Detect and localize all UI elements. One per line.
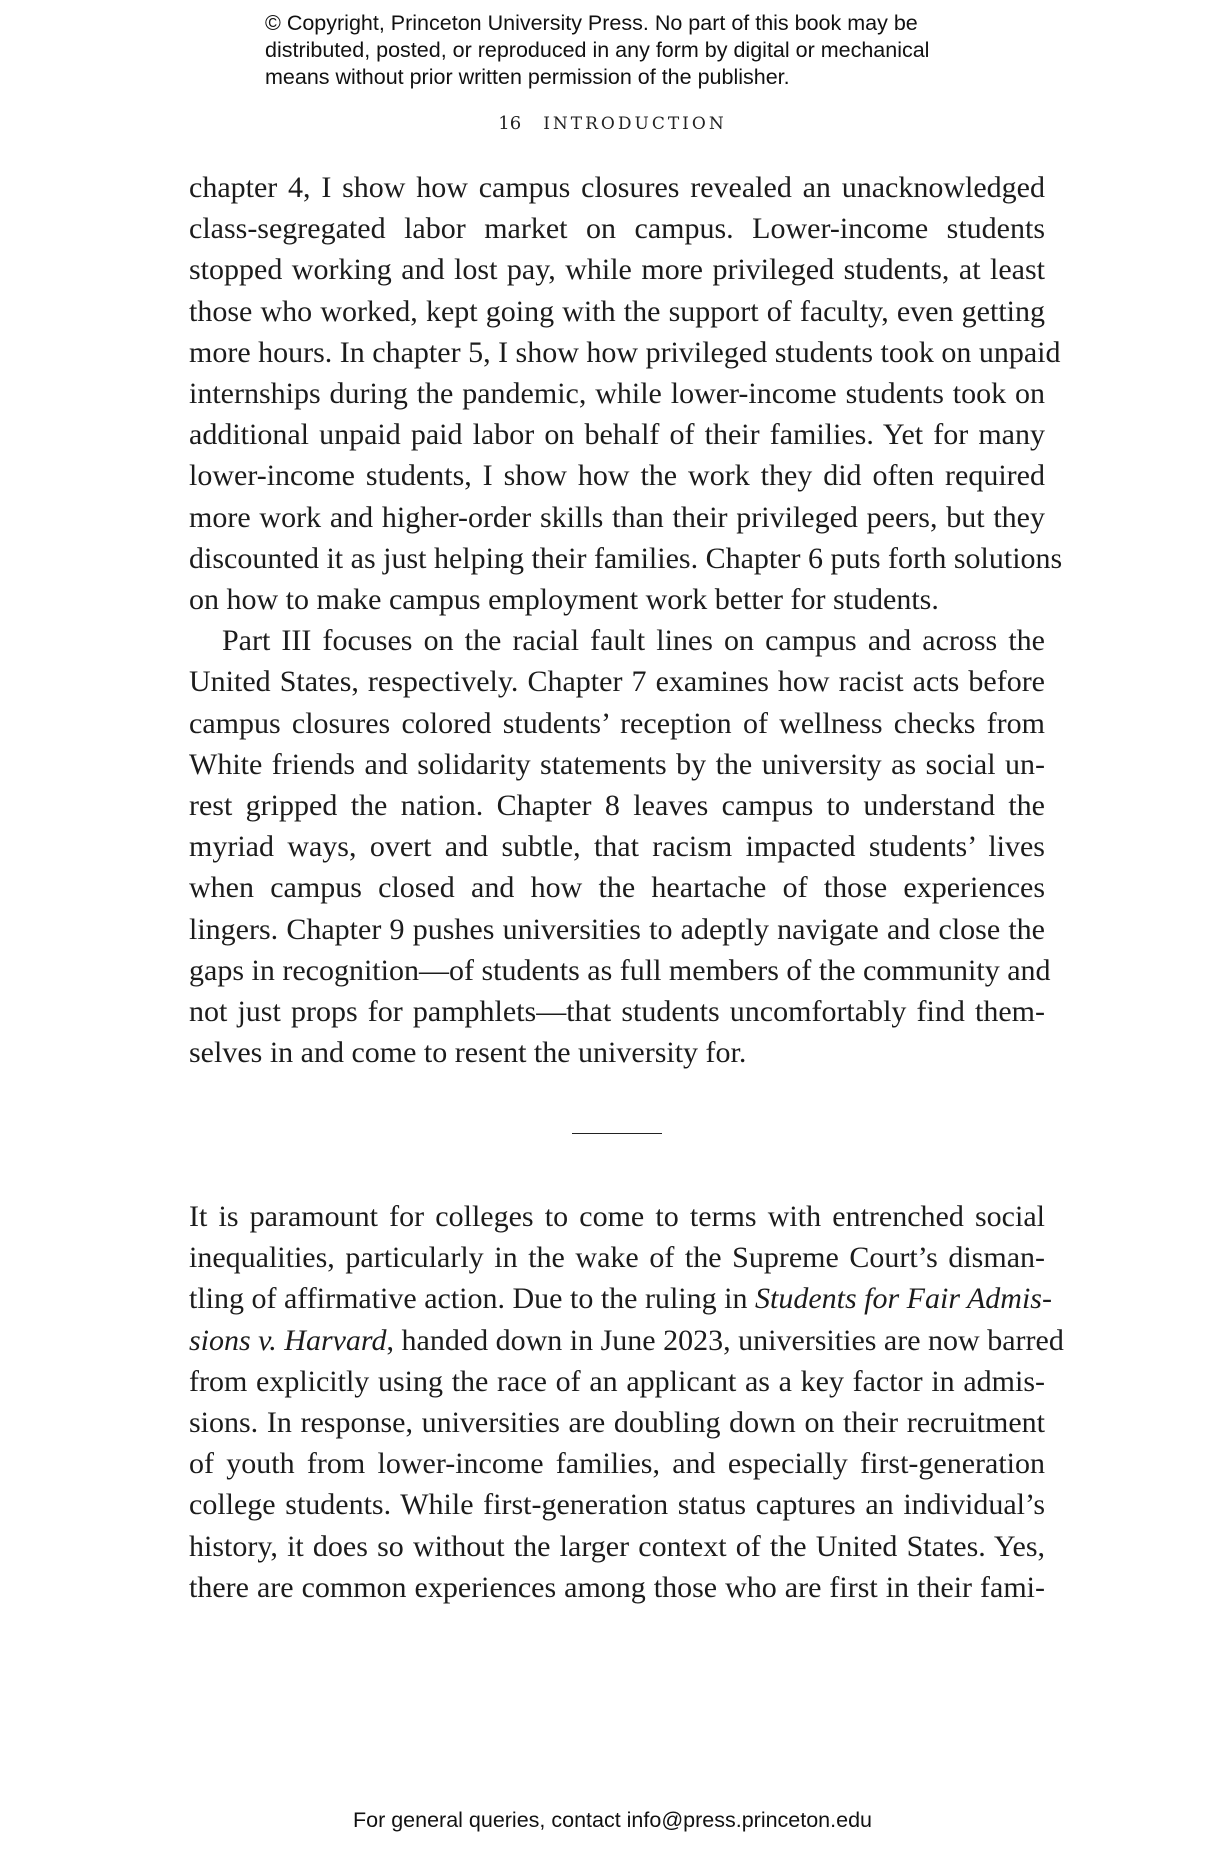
text-line: lower-income students, I show how the work they did often required (189, 459, 1045, 493)
text-line: campus closures colored students’ reception of wellness checks from (189, 706, 1045, 740)
text-line: when campus closed and how the heartache of those experiences (189, 871, 1045, 905)
body-text-bottom (189, 1196, 1064, 1608)
footer-text: For general queries, contact info@press.princeton.edu (352, 1808, 872, 1832)
paragraph-chapters-4-6 (189, 167, 1063, 620)
page-number: 16 (498, 113, 522, 134)
section-break-rule (572, 1133, 662, 1134)
body-text-top (189, 167, 1063, 1073)
text-line: It is paramount for colleges to come to terms with entrenched social (189, 1200, 1045, 1233)
copyright-line: distributed, posted, or reproduced in any form by digital or mechanical (265, 38, 930, 62)
text-segment: , handed down in June 2023, universities are now barred (386, 1323, 1064, 1357)
text-line: of youth from lower-income families, and especially first-generation (189, 1447, 1045, 1481)
text-line: selves in and come to resent the university for. (189, 1036, 747, 1070)
text-line (189, 1320, 1064, 1361)
text-line: stopped working and lost pay, while more privileged students, at least (189, 253, 1045, 287)
text-line: discounted it as just helping their families. Chapter 6 puts forth solutions (189, 541, 1063, 575)
text-line: inequalities, particularly in the wake of the Supreme Court’s disman- (189, 1241, 1045, 1275)
text-line: class-segregated labor market on campus. Lower-income students (189, 212, 1045, 246)
text-line: those who worked, kept going with the support of faculty, even getting (189, 294, 1045, 328)
text-line: White friends and solidarity statements by the university as social un- (189, 747, 1045, 781)
text-line: on how to make campus employment work better for students. (189, 583, 939, 617)
text-line: rest gripped the nation. Chapter 8 leaves campus to understand the (189, 789, 1045, 823)
text-line: college students. While first-generation status captures an individual’s (189, 1488, 1045, 1522)
text-line: myriad ways, overt and subtle, that racism impacted students’ lives (189, 830, 1045, 864)
case-title-italic: sions v. Harvard (189, 1323, 387, 1357)
section-title: INTRODUCTION (543, 114, 727, 134)
text-line: there are common experiences among those who are first in their fami- (189, 1570, 1045, 1604)
text-line: from explicitly using the race of an applicant as a key factor in admis- (189, 1364, 1045, 1398)
text-line: lingers. Chapter 9 pushes universities to adeptly navigate and close the (189, 912, 1045, 946)
text-line (189, 1278, 1052, 1319)
text-line: Part III focuses on the racial fault lines on campus and across the (222, 624, 1045, 658)
text-line: not just props for pamphlets—that students uncomfortably find them- (189, 995, 1045, 1029)
case-title-italic: Students for Fair Admis- (754, 1282, 1052, 1316)
text-line: more hours. In chapter 5, I show how privileged students took on unpaid (189, 335, 1061, 369)
text-line: internships during the pandemic, while lower-income students took on (189, 377, 1045, 411)
paragraph-affirmative-action (189, 1196, 1064, 1608)
copyright-line: © Copyright, Princeton University Press. No part of this book may be (265, 11, 918, 35)
copyright-notice (265, 10, 1025, 91)
text-line: United States, respectively. Chapter 7 examines how racist acts before (189, 665, 1045, 699)
text-line: history, it does so without the larger context of the United States. Yes, (189, 1529, 1045, 1563)
running-head (0, 113, 1225, 134)
text-line: chapter 4, I show how campus closures revealed an unacknowledged (189, 171, 1045, 204)
copyright-line: means without prior written permission of the publisher. (265, 65, 790, 89)
footer-contact (0, 1808, 1225, 1833)
text-line: more work and higher-order skills than their privileged peers, but they (189, 500, 1045, 534)
text-line: additional unpaid paid labor on behalf of their families. Yet for many (189, 418, 1045, 452)
paragraph-part-iii (189, 620, 1051, 1073)
text-line: gaps in recognition—of students as full members of the community and (189, 953, 1051, 987)
text-line: sions. In response, universities are doubling down on their recruitment (189, 1406, 1045, 1440)
text-segment: tling of affirmative action. Due to the ruling in (189, 1282, 755, 1316)
